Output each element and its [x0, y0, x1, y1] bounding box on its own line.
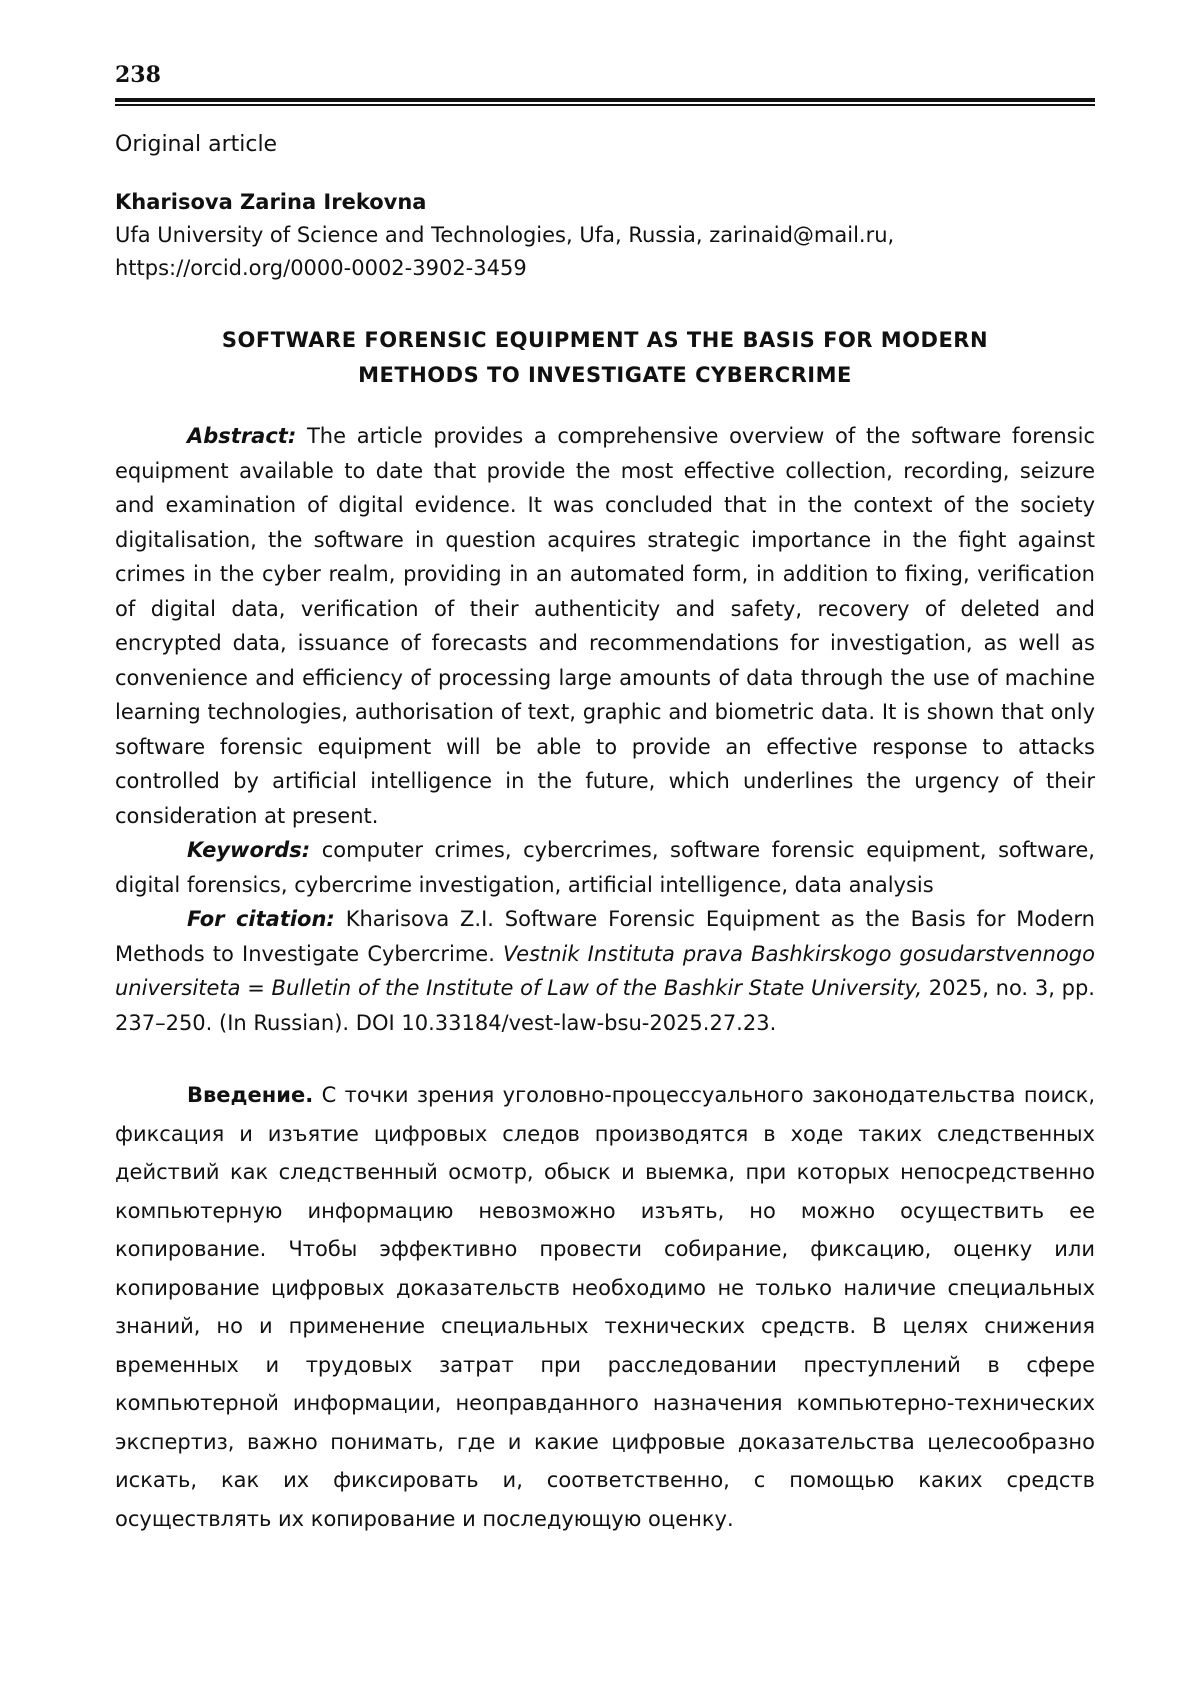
abstract-paragraph [115, 419, 1095, 833]
article-title [115, 323, 1095, 393]
keywords-label: Keywords: [187, 838, 311, 862]
author-affiliation: Ufa University of Science and Technologies, Ufa, Russia, zarinaid@mail.ru, [115, 223, 895, 247]
citation-details: 2025, no. 3, pp. 237–250. (In Russian). DOI 10.33184/vest-law-bsu-2025.27.23. [115, 976, 1095, 1035]
header-rule-thick [115, 98, 1095, 102]
author-block [115, 186, 1095, 285]
page-number: 238 [115, 62, 161, 88]
author-name: Kharisova Zarina Irekovna [115, 190, 427, 214]
journal-page [115, 60, 1095, 1538]
keywords-text: computer crimes, cybercrimes, software forensic equipment, software, digital forensics, cybercrime investigation, artificial intelligence, data analysis [115, 838, 1095, 897]
citation-text: Kharisova Z.I. Software Forensic Equipment as the Basis for Modern Methods to Investigate Cybercrime. [115, 907, 1095, 966]
author-orcid[interactable]: https://orcid.org/0000-0002-3902-3459 [115, 256, 527, 280]
introduction-paragraph [115, 1076, 1095, 1538]
abstract-text: The article provides a comprehensive overview of the software forensic equipment available to date that provide the most effective collection, recording, seizure and examination of digital evidence. It was concluded that in the context of the society digitalisation, the software in question acquires strategic importance in the fight against crimes in the cyber realm, providing in an automated form, in addition to fixing, verification of digital data, verification of their authenticity and safety, recovery of deleted and encrypted data, issuance of forecasts and recommendations for investigation, as well as convenience and efficiency of processing large amounts of data through the use of machine learning technologies, authorisation of text, graphic and biometric data. It is shown that only software forensic equipment will be able to provide an effective response to attacks controlled by artificial intelligence in the future, which underlines the urgency of their consideration at present. [115, 424, 1095, 828]
title-line-2: METHODS TO INVESTIGATE CYBERCRIME [358, 363, 852, 387]
title-line-1: SOFTWARE FORENSIC EQUIPMENT AS THE BASIS FOR MODERN [221, 328, 989, 352]
abstract-block [115, 419, 1095, 1040]
citation-journal: Vestnik Instituta prava Bashkirskogo gosudarstvennogo universiteta = Bulletin of the Institute of Law of the Bashkir State University, [115, 941, 1095, 1000]
citation-label: For citation: [187, 907, 335, 931]
citation-paragraph [115, 902, 1095, 1040]
introduction-text: С точки зрения уголовно-процессуального законодательства поиск, фиксация и изъятие цифровых следов производятся в ходе таких следственных действий как следственный осмотр, обыск и выемка, при которых непосредственно компьютерную информацию невозможно изъять, но можно осуществить ее копирование. Чтобы эффективно провести собирание, фиксацию, оценку или копирование цифровых доказательств необходимо не только наличие специальных знаний, но и применение специальных технических средств. В целях снижения временных и трудовых затрат при расследовании преступлений в сфере компьютерной информации, неоправданного назначения компьютерно-технических экспертиз, важно понимать, где и какие цифровые доказательства целесообразно искать, как их фиксировать и, соответственно, с помощью каких средств осуществлять их копирование и последующую оценку. [115, 1083, 1095, 1531]
article-type: Original article [115, 132, 278, 157]
introduction-label: Введение. [187, 1083, 314, 1107]
abstract-label: Abstract: [187, 424, 297, 448]
introduction-block [115, 1076, 1095, 1538]
keywords-paragraph [115, 833, 1095, 902]
header-rule-thin [115, 104, 1095, 106]
